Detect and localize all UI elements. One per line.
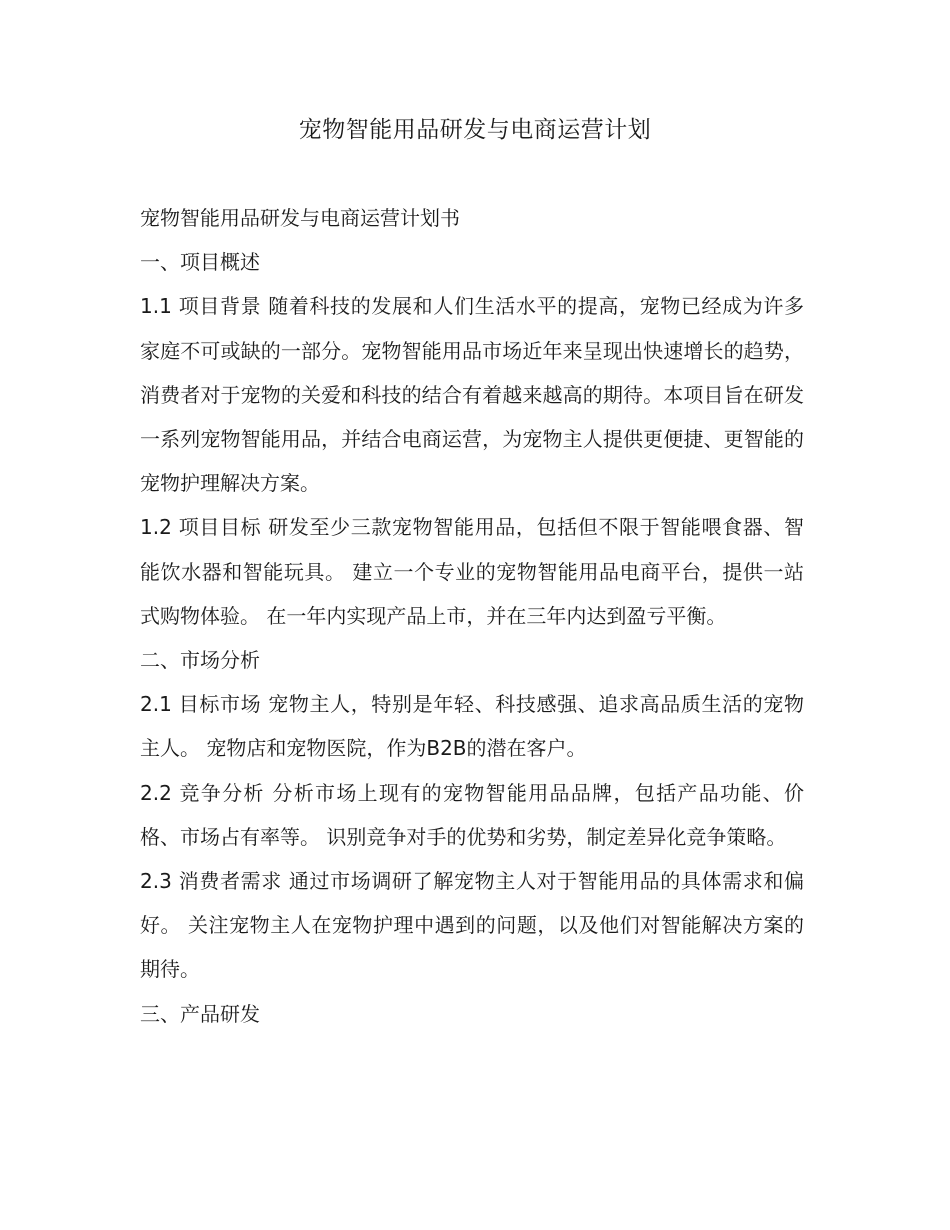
paragraph-competition-analysis: 2.2 竞争分析 分析市场上现有的宠物智能用品品牌，包括产品功能、价格、市场占有率等。 识别竞争对手的优势和劣势，制定差异化竞争策略。: [140, 780, 804, 849]
section-heading-market-analysis: 二、市场分析: [140, 648, 260, 673]
document-body: [140, 196, 804, 1036]
paragraph-consumer-needs: 2.3 消费者需求 通过市场调研了解宠物主人对于智能用品的具体需求和偏好。 关注宠物主人在宠物护理中遇到的问题，以及他们对智能解决方案的期待。: [140, 869, 804, 982]
paragraph-project-background: 1.1 项目背景 随着科技的发展和人们生活水平的提高，宠物已经成为许多家庭不可或缺的一部分。宠物智能用品市场近年来呈现出快速增长的趋势，消费者对于宠物的关爱和科技的结合有着越来越高的期待。本项目旨在研发一系列宠物智能用品，并结合电商运营，为宠物主人提供更便捷、更智能的宠物护理解决方案。: [140, 294, 804, 496]
section-heading-overview: 一、项目概述: [140, 250, 260, 275]
paragraph-target-market: 2.1 目标市场 宠物主人，特别是年轻、科技感强、追求高品质生活的宠物主人。 宠物店和宠物医院，作为B2B的潜在客户。: [140, 692, 804, 761]
paragraph-plan-heading: 宠物智能用品研发与电商运营计划书: [140, 206, 460, 230]
section-heading-product-rd: 三、产品研发: [140, 1001, 260, 1026]
document-title: 宠物智能用品研发与电商运营计划: [298, 117, 652, 143]
paragraph-project-goals: 1.2 项目目标 研发至少三款宠物智能用品，包括但不限于智能喂食器、智能饮水器和智能玩具。 建立一个专业的宠物智能用品电商平台，提供一站式购物体验。 在一年内实现产品上市，并在三年内达到盈亏平衡。: [140, 515, 804, 628]
